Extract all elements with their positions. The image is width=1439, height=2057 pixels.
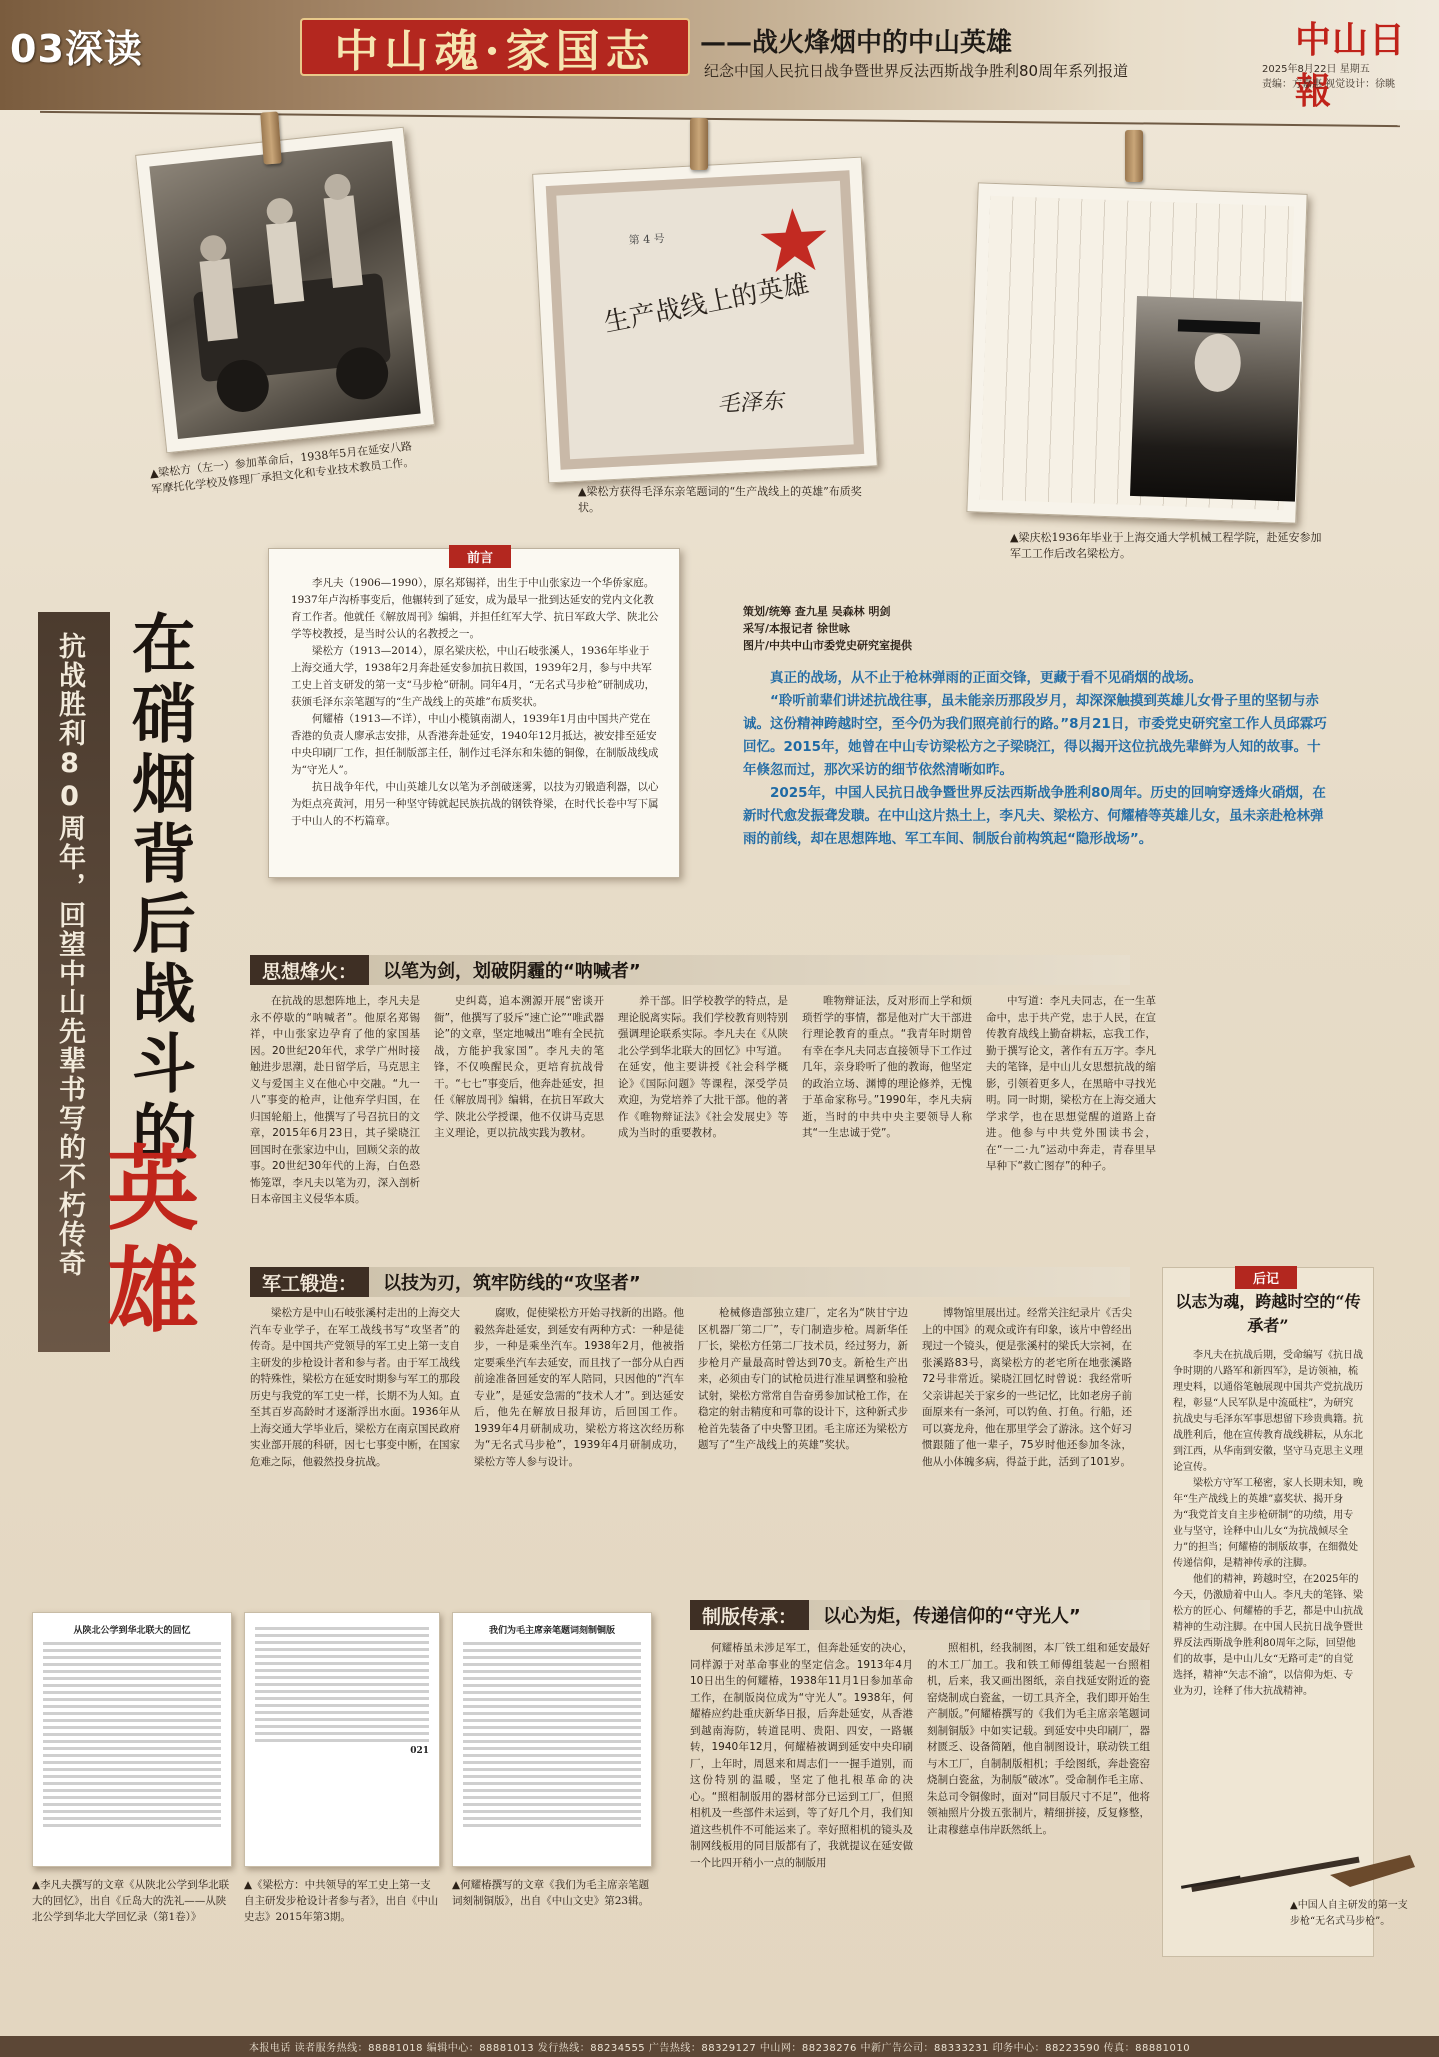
lede-paragraph: “聆听前辈们讲述抗战往事，虽未能亲历那段岁月，却深深触摸到英雄儿女骨子里的坚韧与赤诚。这份精神跨越时空，至今仍为我们照亮前行的路。”8月21日，市委党史研究室工作人员邱霖巧回忆。2015年，她曾在中山专访梁松方之子梁晓江，得以揭开这位抗战先辈鲜为人知的故事。十年倏忽而过，那次采访的细节依然清晰如昨。 xyxy=(743,693,1327,778)
article-credits xyxy=(743,603,912,654)
section-number: 03深读 xyxy=(10,27,143,71)
credit-line: 采写/本报记者 徐世咏 xyxy=(743,622,850,635)
afterword-paragraph: 李凡夫在抗战后期，受命编写《抗日战争时期的八路军和新四军》，是访领袖，梳理史料，以通俗笔触展现中国共产党抗战历程，彰显“人民军队是中流砥柱”，为研究抗战史与毛泽东军事思想留下珍贵典籍。抗战胜利后，他在宣传教育战线耕耘，从东北到江西，从华南到安徽，坚守马克思主义理论宣传。 xyxy=(1173,1350,1363,1473)
book-scan-1 xyxy=(32,1612,232,1867)
scan-title: 从陕北公学到华北联大的回忆 xyxy=(73,1626,191,1636)
section-title: 以技为刃，筑牢防线的“攻坚者” xyxy=(383,1273,641,1294)
issue-date: 2025年8月22日 星期五 xyxy=(1262,64,1370,75)
afterword-paragraph: 他们的精神，跨越时空，在2025年的今天，仍激励着中山人。李凡夫的笔锋、梁松方的匠心、何耀椿的手艺，都是中山抗战精神的生动注脚。在中国人民抗日战争暨世界反法西斯战争胜利80周年之际，回望他们的故事，是中山儿女“无路可走”的自觉选择，精神“矢志不渝”，以信仰为炬、专业为刃，诠释了伟大抗战精神。 xyxy=(1173,1574,1363,1697)
afterword-title: 以志为魂，跨越时空的“传承者” xyxy=(1175,1292,1361,1335)
text-column xyxy=(927,1640,1150,2025)
section-bar-3 xyxy=(690,1600,1150,1630)
section-label: 制版传承： xyxy=(690,1600,809,1630)
banner-subtitle: ——战火烽烟中的中山英雄 xyxy=(700,28,1013,58)
preface-paragraph: 梁松方（1913—2014），原名梁庆松，中山石岐张溪人，1936年毕业于上海交通大学，1938年2月奔赴延安参加抗日救国，1939年2月，参与中共军工史上首支研发的第一支“马步枪”研制。同年4月，“无名式马步枪”研制成功，获颁毛泽东亲笔题写的“生产战线上的英雄”布质奖状。 xyxy=(291,645,656,708)
clothespin xyxy=(260,111,282,164)
text-column xyxy=(474,1305,684,1585)
credit-line: 策划/统筹 查九星 吴森林 明剑 xyxy=(743,605,891,618)
credit-line: 图片/中共中山市委党史研究室提供 xyxy=(743,639,913,652)
certificate-number: 第 4 号 xyxy=(628,232,666,247)
body-text: 照相机，经我制图，本厂铁工组和延安最好的木工厂加工。我和铁工师傅组装起一台照相机，后来，我又画出图纸，亲自找延安附近的瓷窑烧制成白瓷盆，一切工具齐全，我们即开始生产制版。”何耀椿撰写的《我们为毛主席亲笔题词刻制铜版》中如实记载。到延安中央印刷厂，器材匮乏、设备简陋，他自制图设计，联动铁工组与木工厂，自制制版相机；手绘图纸，奔赴瓷窑烧制白瓷盆，为制版“破冰”。受命制作毛主席、朱总司令铜像时，面对“同目版尺寸不足”，他将领袖照片分拨五张制片，精细拼接，反复修整，让肃穆慈卓伟岸跃然纸上。 xyxy=(927,1642,1150,1836)
body-text: 博物馆里展出过。经常关注纪录片《舌尖上的中国》的观众或许有印象，该片中曾经出现过一个镜头，便是张溪村的梁氏大宗祠，在张溪路83号，离梁松方的老宅所在地张溪路72号非常近。梁晓江回忆时曾说：我经常听父亲讲起关于家乡的一些记忆，比如老房子前面原来有一条河，可以钓鱼、打鱼。行船，还可以赛龙舟，他在那里学会了游泳。这个好习惯跟随了他一辈子，75岁时他还参加冬泳，他从小体魄多病，得益于此，活到了101岁。 xyxy=(922,1307,1132,1468)
section-bar-1 xyxy=(250,955,1130,985)
section-title: 以笔为剑，划破阴霾的“呐喊者” xyxy=(383,961,641,982)
section-1-body xyxy=(250,993,1172,1251)
text-column xyxy=(922,1305,1132,1585)
text-column xyxy=(250,1305,460,1585)
section-label: 思想烽火： xyxy=(250,955,369,985)
body-text: 史纠葛，追本溯源开展“密谈开衙”，他撰写了驳斥“速亡论”“唯武器论”的文章，坚定地喊出“唯有全民抗战，方能护我家国”。李凡夫的笔锋，不仅唤醒民众，更培育抗战骨干。“七七”事变后，他奔赴延安，担任《解放周刊》编辑，在抗日军政大学、陕北公学授课，他不仅讲马克思主义理论，更以抗战实践为教材。 xyxy=(434,995,604,1139)
body-text: 养干部。旧学校教学的特点，是理论脱离实际。我们学校教育则特别强调理论联系实际。李凡夫在《从陕北公学到华北联大的回忆》中写道。在延安，他主要讲授《社会科学概论》《国际问题》等课程，深受学员欢迎，为党培养了大批干部。他的著作《唯物辩证法》《社会发展史》等成为当时的重要教材。 xyxy=(618,995,788,1139)
preface-card xyxy=(268,548,680,878)
portrait-photo xyxy=(1130,296,1302,502)
rifle-image xyxy=(1180,1845,1420,1895)
side-title: 抗战胜利80周年，回望中山先辈书写的不朽传奇 xyxy=(54,632,85,1278)
archive-photo xyxy=(149,141,420,439)
section-label: 军工锻造： xyxy=(250,1267,369,1297)
clothespin xyxy=(690,118,708,170)
text-column xyxy=(434,993,604,1251)
section-2-body xyxy=(250,1305,1145,1585)
photo-graduation xyxy=(966,182,1307,523)
body-text: 中写道：李凡夫同志，在一生革命中，忠于共产党，忠于人民，在宣传教育战线上勤奋耕耘，忘我工作，勤于撰写论文，著作有五万字。李凡夫的笔锋，是中山儿女思想抗战的缩影，引领着更多人，在黑暗中寻找光明。同一时期，梁松方在上海交通大学求学，也在思想觉醒的道路上奋进。他参与中共党外围读书会，在“一二·九”运动中奔走，青春里早早种下“救亡图存”的种子。 xyxy=(986,995,1156,1172)
page-footer xyxy=(0,2036,1439,2057)
text-column xyxy=(618,993,788,1251)
scan-title: 我们为毛主席亲笔题词刻制铜版 xyxy=(488,1626,615,1636)
lede-paragraph: 真正的战场，从不止于枪林弹雨的正面交锋，更藏于看不见硝烟的战场。 xyxy=(770,670,1202,686)
afterword-tag: 后记 xyxy=(1235,1266,1297,1289)
scan-caption-2: ▲《梁松方：中共领导的军工史上第一支自主研发步枪设计者参与者》，出自《中山史志》2015年第3期。 xyxy=(244,1879,439,1923)
clothespin xyxy=(1125,130,1143,182)
photo-caption-1: ▲梁松方（左一）参加革命后，1938年5月在延安八路军摩托化学校及修理厂承担文化和专业技术教员工作。 xyxy=(149,439,415,497)
document-with-portrait xyxy=(980,196,1294,510)
banner-title: 中山魂·家国志 xyxy=(334,26,656,77)
scan-caption-3: ▲何耀椿撰写的文章《我们为毛主席亲笔题词刻制铜版》，出自《中山文史》第23辑。 xyxy=(452,1879,650,1907)
mortarboard xyxy=(1178,319,1260,334)
section-bar-2 xyxy=(250,1267,1130,1297)
text-column xyxy=(986,993,1156,1251)
article-lede xyxy=(743,667,1331,851)
preface-paragraph: 李凡夫（1906—1990），原名郑锡祥，出生于中山张家边一个华侨家庭。1937年卢沟桥事变后，他辗转到了延安，成为最早一批到达延安的党内文化教育工作者。他就任《解放周刊》编辑，并担任红军大学、抗日军政大学、陕北公学等校教授，是当时公认的名教授之一。 xyxy=(291,577,659,640)
clothesline xyxy=(40,111,1400,127)
series-banner xyxy=(300,18,690,76)
photo-liang-songfang-car xyxy=(135,127,435,454)
issue-meta xyxy=(1262,62,1395,92)
rifle-caption: ▲中国人自主研发的第一支步枪“无名式马步枪”。 xyxy=(1290,1900,1408,1927)
book-scan-3 xyxy=(452,1612,652,1867)
preface-tag: 前言 xyxy=(449,545,511,568)
book-scan-2 xyxy=(244,1612,440,1867)
editor-credits: 责编：方嘉惠 视觉设计：徐眺 xyxy=(1262,79,1396,90)
preface-paragraph: 何耀椿（1913—不详），中山小榄镇南湖人，1939年1月由中国共产党在香港的负责人廖承志安排，从香港奔赴延安，1940年12月抵达，被安排至延安中央印刷厂工作，担任制版部主任，制作过毛泽东和朱德的铜像，在制版战线成为“守光人”。 xyxy=(291,713,659,776)
headline-hero: 英雄 xyxy=(92,1140,200,1344)
certificate-signature: 毛泽东 xyxy=(716,389,785,418)
newspaper-masthead: 中山日報 xyxy=(1295,19,1407,112)
body-text: 梁松方是中山石岐张溪村走出的上海交大汽车专业学子，在军工战线书写“攻坚者”的传奇。是中国共产党领导的军工史上第一支自主研发的步枪设计者和参与者。由于军工战线的特殊性，梁松方在延安时期参与军工的那段历史与我党的军工史一样，长期不为人知。直至其百岁高龄时才逐渐浮出水面。1936年从上海交通大学毕业后，梁松方在南京国民政府实业部开展的科研，因七七事变中断，在国家危难之际，他毅然投身抗战。 xyxy=(250,1307,460,1468)
footer-contacts: 本报电话 读者服务热线：88881018 编辑中心：88881013 发行热线：88234555 广告热线：88329127 中山网：88238276 中新广告公司：88333231 印务中心：88223590 传真：88881010 xyxy=(248,2043,1191,2054)
series-name: 纪念中国人民抗日战争暨世界反法西斯战争胜利80周年系列报道 xyxy=(704,62,1129,80)
text-column xyxy=(690,1640,913,2025)
page-header xyxy=(0,0,1439,110)
photo-caption-2: ▲梁松方获得毛泽东亲笔题词的“生产战线上的英雄”布质奖状。 xyxy=(578,485,862,514)
scan-caption-1: ▲李凡夫撰写的文章《从陕北公学到华北联大的回忆》，出自《丘岛大的洗礼——从陕北公学到华北大学回忆录（第1卷）》 xyxy=(32,1879,230,1923)
section-title: 以心为炬，传递信仰的“守光人” xyxy=(823,1606,1081,1627)
certificate-inscription: 生产战线上的英雄 xyxy=(601,269,812,339)
body-text: 唯物辩证法，反对形而上学和烦琐哲学的事情，都是他对广大干部进行理论教育的重点。“我青年时期曾有幸在李凡夫同志直接领导下工作过几年，亲身聆听了他的教诲，他坚定的政治立场、渊博的理论修养，无愧于革命家称号。”1990年，李凡夫病逝，当时的中共中央主要领导人称其“一生忠诚于党”。 xyxy=(802,995,972,1139)
text-column xyxy=(250,993,420,1251)
scan-page-number: 021 xyxy=(410,1746,429,1756)
text-column xyxy=(802,993,972,1251)
afterword-paragraph: 梁松方守军工秘密，家人长期未知，晚年“生产战线上的英雄”嘉奖状、揭开身为“我党首支自主步枪研制”的功绩，用专业与坚守，诠释中山儿女“为抗战倾尽全力”的担当；何耀椿的制版故事，在细微处传递信仰，是精神传承的注脚。 xyxy=(1173,1478,1363,1569)
figures-and-vehicle-image xyxy=(149,141,423,441)
body-text: 腐败，促使梁松方开始寻找新的出路。他毅然奔赴延安，到延安有两种方式：一种是徒步，一种是乘坐汽车。1938年2月，他被指定要乘坐汽车去延安，而且找了一部分从白西前途准备回延安的军人陪同，只因他的“汽车专业”，是延安急需的“技术人才”。到达延安后，他先在解放日报拜访，后回国工作。1939年4月研制成功，梁松方将这次经历称为“无名式马步枪”，1939年4月研制成功，梁松方等人参与设计。 xyxy=(474,1307,684,1468)
main-headline: 在硝烟背后战斗的 xyxy=(121,610,196,1170)
body-text: 枪械修造部独立建厂，定名为“陕甘宁边区机器厂第二厂”，专门制造步枪。周新华任厂长，梁松方任第二厂技术员，经过努力，新步枪月产量最高时曾达到70支。新枪生产出来，必须由专门的试枪员进行准星调整和验枪试射，梁松方常常自告奋勇参加试枪工作，在稳定的射击精度和可靠的设计下，这种新式步枪首先装备了中央警卫团。毛主席还为梁松方题写了“生产战线上的英雄”奖状。 xyxy=(698,1307,908,1451)
body-text: 何耀椿虽未涉足军工，但奔赴延安的决心，同样源于对革命事业的坚定信念。1913年4月10日出生的何耀椿，1938年11月1日参加革命工作，在制版岗位成为“守光人”。1938年，何耀椿应约赴重庆新华日报，后奔赴延安，从香港到越南海防，转道昆明、贵阳、四安，一路辗转，1940年12月，何耀椿被调到延安中央印刷厂，上年时，周恩来和周志们一一握手道别，而这份特别的温暖，坚定了他扎根革命的决心。“照相制版用的器材部分已运到工厂，但照相机及一些部件未运到，等了好几个月，我们知道这些机件不可能运来了。幸好照相机的镜头及制网线板用的同目版都有了，我就提议在延安做一个比四开稍小一点的制版用 xyxy=(690,1642,913,1869)
section-3-body xyxy=(690,1640,1150,2025)
photo-certificate xyxy=(532,157,878,484)
photo-caption-3: ▲梁庆松1936年毕业于上海交通大学机械工程学院，赴延安参加军工工作后改名梁松方。 xyxy=(1010,531,1322,560)
portrait-face xyxy=(1194,333,1242,393)
lede-paragraph: 2025年，中国人民抗日战争暨世界反法西斯战争胜利80周年。历史的回响穿透烽火硝烟，在新时代愈发振聋发聩。在中山这片热土上，李凡夫、梁松方、何耀椿等英雄儿女，虽未亲赴枪林弹雨的前线，却在思想阵地、军工车间、制版台前构筑起“隐形战场”。 xyxy=(743,785,1326,847)
text-column xyxy=(698,1305,908,1585)
body-text: 在抗战的思想阵地上，李凡夫是永不停歇的“呐喊者”。他原名郑锡祥，中山张家边孕育了他的家国基因。20世纪20年代，求学广州时接触进步思潮，赴日留学后，马克思主义与爱国主义在他心中交融。“九一八”事变的枪声，让他弃学归国，在归国轮船上，他撰写了号召抗日的文章，2015年6月23日，其子梁晓江回国时在张家边中山，回顾父亲的故事。20世纪30年代的上海，白色恐怖笼罩，李凡夫以笔为刃，深入剖析日本帝国主义侵华本质。 xyxy=(250,995,420,1205)
preface-paragraph: 抗日战争年代，中山英雄儿女以笔为矛剖破迷雾，以技为刃锻造利器，以心为炬点亮黄河，用另一种坚守铸就起民族抗战的钢铁脊梁，在时代长卷中写下属于中山人的不朽篇章。 xyxy=(291,781,659,827)
certificate-cloth xyxy=(546,170,864,470)
